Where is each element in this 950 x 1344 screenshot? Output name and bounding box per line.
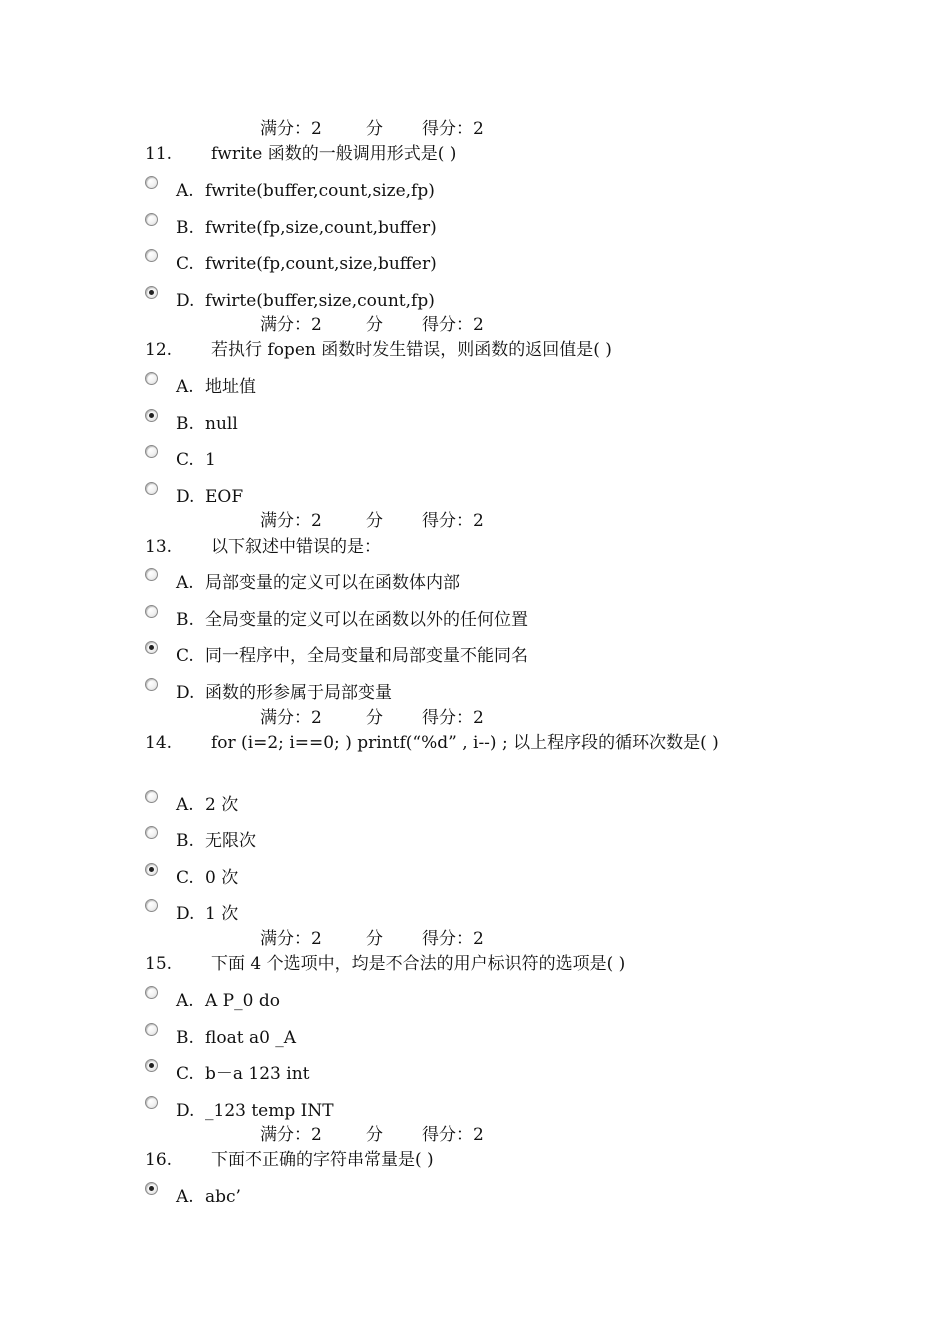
question-12: [145, 338, 805, 363]
got-score-label: 得分：: [422, 929, 473, 949]
option-text: 无限次: [205, 831, 256, 851]
score-line: [260, 510, 484, 532]
option-label: D.: [176, 291, 195, 311]
full-score-label: 满分：: [260, 315, 311, 335]
radio-button[interactable]: [145, 678, 158, 691]
got-score-label: 得分：: [422, 708, 473, 728]
question-number: 14.: [145, 733, 173, 753]
option-label: B.: [176, 610, 194, 630]
radio-button[interactable]: [145, 213, 158, 226]
question-13: [145, 535, 805, 560]
got-score-value: 2: [473, 1125, 484, 1145]
got-score-label: 得分：: [422, 315, 473, 335]
score-unit: 分: [366, 511, 383, 531]
option-text: 1: [205, 450, 216, 470]
score-unit: 分: [366, 1125, 383, 1145]
radio-button[interactable]: [145, 899, 158, 912]
full-score-label: 满分：: [260, 1125, 311, 1145]
full-score-value: 2: [311, 929, 322, 949]
score-line: [260, 118, 484, 140]
option-text: abc’: [205, 1187, 241, 1207]
question-text: for (i=2; i==0; ) printf(“%d” , i--) ; 以上程序段的循环次数是( ): [211, 733, 719, 753]
option-text: 地址值: [205, 377, 256, 397]
option-label: D.: [176, 683, 195, 703]
option-label: C.: [176, 646, 194, 666]
radio-button-selected[interactable]: [145, 641, 158, 654]
radio-button[interactable]: [145, 249, 158, 262]
question-11: [145, 142, 805, 167]
full-score-value: 2: [311, 708, 322, 728]
question-16: [145, 1148, 805, 1173]
radio-button[interactable]: [145, 176, 158, 189]
option-text: fwrite(fp,size,count,buffer): [205, 218, 437, 238]
radio-button[interactable]: [145, 826, 158, 839]
radio-button-selected[interactable]: [145, 286, 158, 299]
option-text: 0 次: [205, 868, 239, 888]
option-text: 同一程序中，全局变量和局部变量不能同名: [205, 646, 528, 666]
radio-button[interactable]: [145, 1023, 158, 1036]
option-text: 局部变量的定义可以在函数体内部: [205, 573, 460, 593]
option-text: 全局变量的定义可以在函数以外的任何位置: [205, 610, 528, 630]
full-score-label: 满分：: [260, 511, 311, 531]
option-text: EOF: [205, 487, 244, 507]
option-label: D.: [176, 487, 195, 507]
radio-button[interactable]: [145, 372, 158, 385]
question-text: 若执行 fopen 函数时发生错误，则函数的返回值是( ): [211, 340, 612, 360]
got-score-value: 2: [473, 929, 484, 949]
score-line: [260, 928, 484, 950]
question-text: 下面不正确的字符串常量是( ): [211, 1150, 434, 1170]
option-text: float a0 _A: [205, 1028, 297, 1048]
radio-button[interactable]: [145, 1096, 158, 1109]
radio-button[interactable]: [145, 790, 158, 803]
question-number: 16.: [145, 1150, 173, 1170]
question-number: 13.: [145, 537, 173, 557]
got-score-label: 得分：: [422, 119, 473, 139]
question-text: 下面 4 个选项中，均是不合法的用户标识符的选项是( ): [211, 954, 626, 974]
got-score-value: 2: [473, 511, 484, 531]
score-unit: 分: [366, 708, 383, 728]
radio-button[interactable]: [145, 568, 158, 581]
option-text: 函数的形参属于局部变量: [205, 683, 392, 703]
option-text: fwrite(fp,count,size,buffer): [205, 254, 437, 274]
full-score-value: 2: [311, 511, 322, 531]
question-number: 15.: [145, 954, 173, 974]
radio-button-selected[interactable]: [145, 1059, 158, 1072]
option-text: _123 temp INT: [205, 1101, 334, 1121]
option-label: B.: [176, 414, 194, 434]
question-text: 以下叙述中错误的是：: [211, 537, 381, 557]
radio-button-selected[interactable]: [145, 1182, 158, 1195]
option-label: D.: [176, 904, 195, 924]
option-label: C.: [176, 450, 194, 470]
option-text: 1 次: [205, 904, 239, 924]
option-label: D.: [176, 1101, 195, 1121]
radio-button-selected[interactable]: [145, 409, 158, 422]
option-label: A.: [176, 795, 194, 815]
radio-button[interactable]: [145, 482, 158, 495]
score-line: [260, 1124, 484, 1146]
option-label: A.: [176, 991, 194, 1011]
option-label: A.: [176, 377, 194, 397]
got-score-value: 2: [473, 708, 484, 728]
option-label: C.: [176, 1064, 194, 1084]
question-15: [145, 952, 805, 977]
radio-button[interactable]: [145, 986, 158, 999]
option-label: B.: [176, 831, 194, 851]
option-label: A.: [176, 1187, 194, 1207]
got-score-label: 得分：: [422, 511, 473, 531]
full-score-value: 2: [311, 119, 322, 139]
option-label: C.: [176, 254, 194, 274]
score-unit: 分: [366, 119, 383, 139]
got-score-label: 得分：: [422, 1125, 473, 1145]
score-unit: 分: [366, 929, 383, 949]
score-line: [260, 314, 484, 336]
radio-button[interactable]: [145, 445, 158, 458]
option-label: A.: [176, 181, 194, 201]
option-label: C.: [176, 868, 194, 888]
option-label: A.: [176, 573, 194, 593]
radio-button[interactable]: [145, 605, 158, 618]
option-text: fwrite(buffer,count,size,fp): [205, 181, 435, 201]
got-score-value: 2: [473, 119, 484, 139]
question-14: [145, 731, 805, 756]
full-score-label: 满分：: [260, 708, 311, 728]
option-text: b－a 123 int: [205, 1064, 310, 1084]
full-score-label: 满分：: [260, 119, 311, 139]
option-label: B.: [176, 1028, 194, 1048]
score-line: [260, 707, 484, 729]
option-text: null: [205, 414, 238, 434]
option-text: fwirte(buffer,size,count,fp): [205, 291, 435, 311]
question-text: fwrite 函数的一般调用形式是( ): [211, 144, 457, 164]
got-score-value: 2: [473, 315, 484, 335]
radio-button-selected[interactable]: [145, 863, 158, 876]
question-number: 11.: [145, 144, 173, 164]
full-score-label: 满分：: [260, 929, 311, 949]
option-text: 2 次: [205, 795, 239, 815]
score-unit: 分: [366, 315, 383, 335]
option-text: A P_0 do: [205, 991, 280, 1011]
full-score-value: 2: [311, 1125, 322, 1145]
question-number: 12.: [145, 340, 173, 360]
option-label: B.: [176, 218, 194, 238]
full-score-value: 2: [311, 315, 322, 335]
